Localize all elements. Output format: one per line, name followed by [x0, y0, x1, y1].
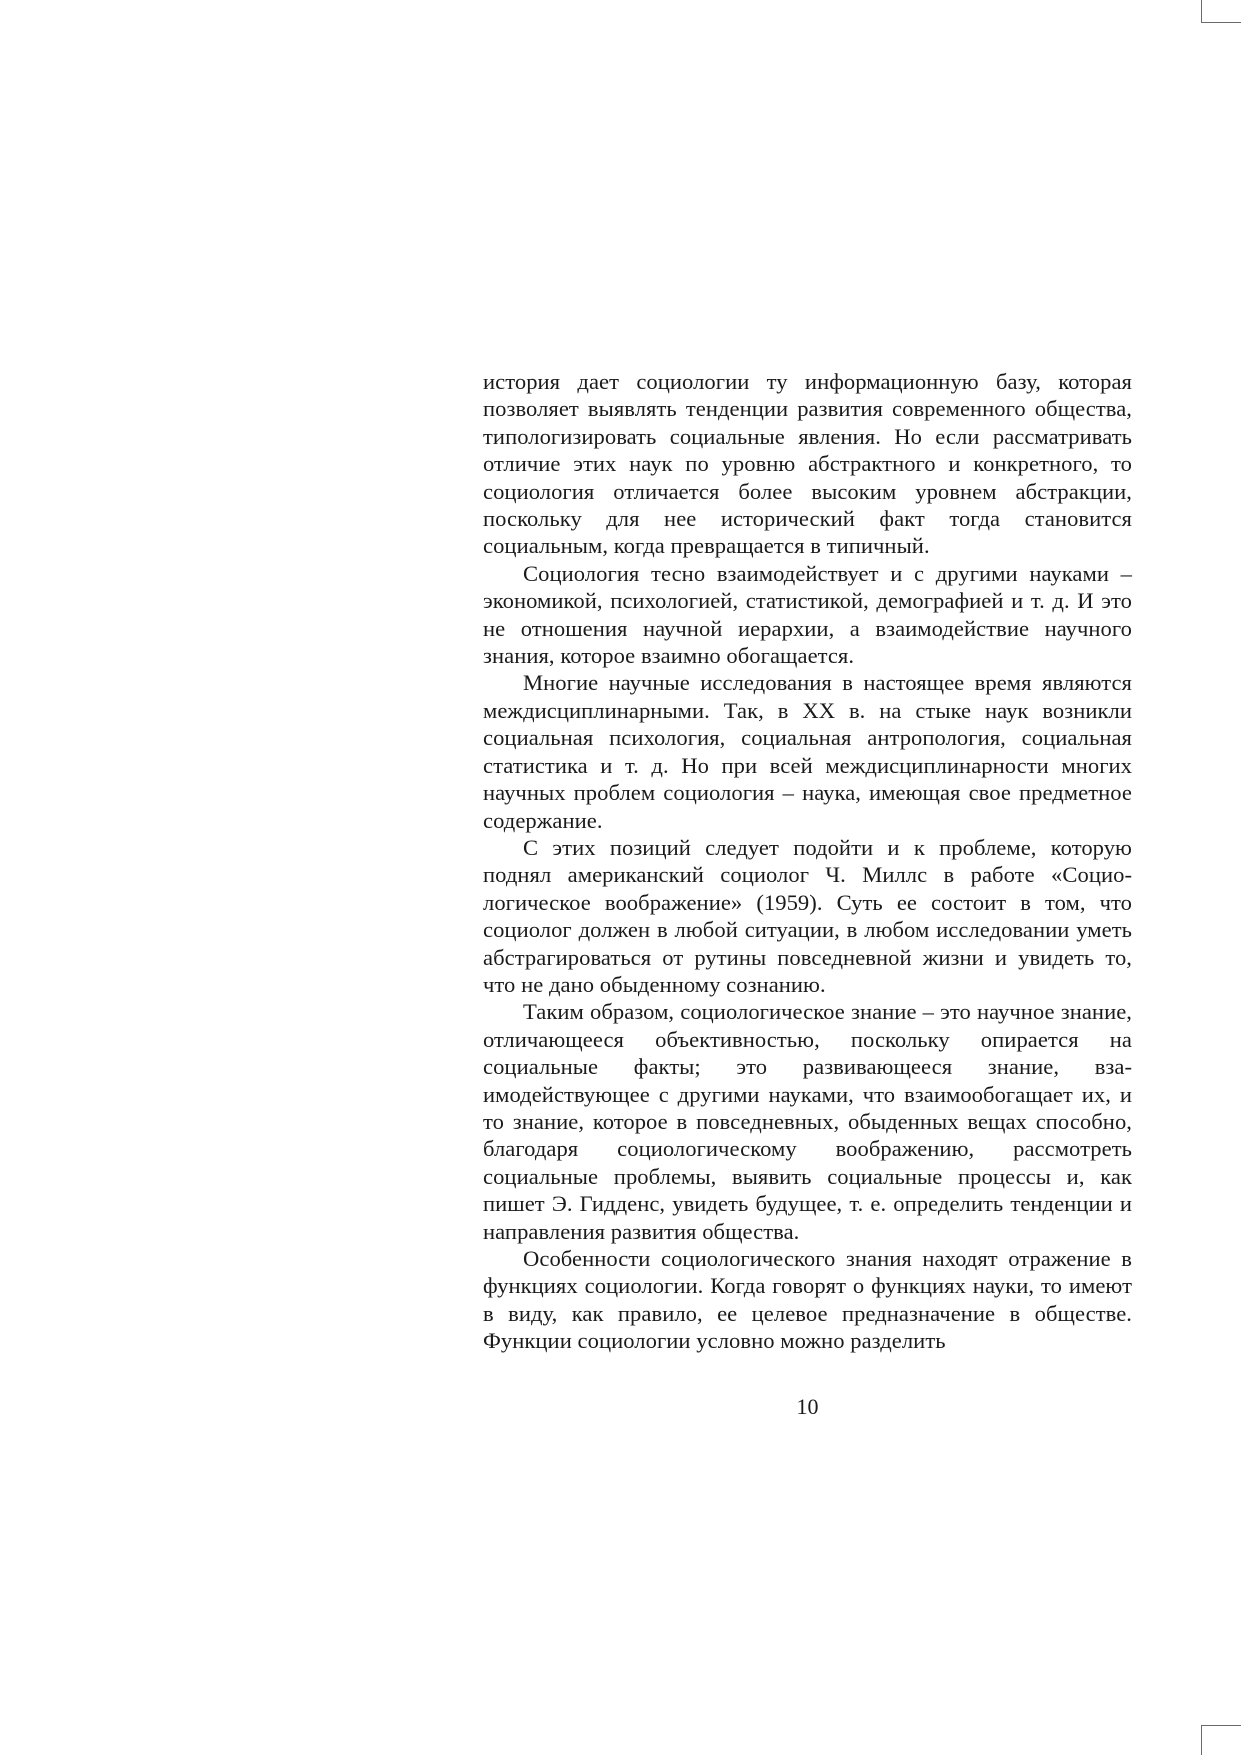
crop-mark-top-vertical [1201, 0, 1202, 22]
paragraph-4: С этих позиций следует подойти и к проблеме, которую поднял американский социолог Ч. Миллс в работе «Социологическое воображение» (1959). Суть ее состоит в том, что социолог должен в любой ситуации, в любом исследовании уметь абстрагироваться от рутины повседневной жизни и увидеть то, что не дано обыденному сознанию. [483, 834, 1132, 997]
paragraph-3: Многие научные исследования в настоящее время являются междисциплинарными. Так, в XX в. на стыке наук возникли социальная психология, социальная антропология, социальная статистика и т. д. Но при всей междисциплинарности многих научных проблем социология – наука, имеющая свое предметное содержание. [483, 670, 1132, 833]
paragraph-5: Таким образом, социологическое знание – это научное знание, отличающееся объективностью, поскольку опирается на социальные факты; это развивающееся знание, взаимодействующее с другими науками, что взаимообогащает их, и то знание, которое в повседневных, обыденных вещах способно, благодаря социологическому воображению, рассмотреть социальные проблемы, выявить социальные процессы и, как пишет Э. Гидденс, увидеть будущее, т. е. определить тенденции и направления развития общества. [483, 999, 1132, 1244]
page-number: 10 [796, 1394, 819, 1419]
crop-mark-top-horizontal [1201, 22, 1241, 23]
paragraph-1: история дает социологии ту информационную базу, которая позволяет выявлять тенденции развития современного общества, типологизировать социальные явления. Но если рассматривать отличие этих наук по уровню абстрактного и конкретного, то социология отличается более высоким уровнем абстракции, поскольку для нее исторический факт тогда становится социальным, когда превращается в типичный. [483, 369, 1132, 559]
paragraph-2: Социология тесно взаимодействует и с другими науками – экономикой, психологией, статистикой, демографией и т. д. И это не отношения научной иерархии, а взаимодействие научного знания, которое взаимно обогащается. [483, 560, 1132, 669]
crop-mark-bottom-vertical [1201, 1725, 1202, 1755]
paragraph-6: Особенности социологического знания находят отражение в функциях социологии. Когда говорят о функциях науки, то имеют в виду, как правило, ее целевое предназначение в обществе. Функции социологии условно можно разделить [483, 1246, 1132, 1354]
crop-mark-bottom-horizontal [1201, 1725, 1241, 1726]
body-text [483, 368, 1132, 1355]
